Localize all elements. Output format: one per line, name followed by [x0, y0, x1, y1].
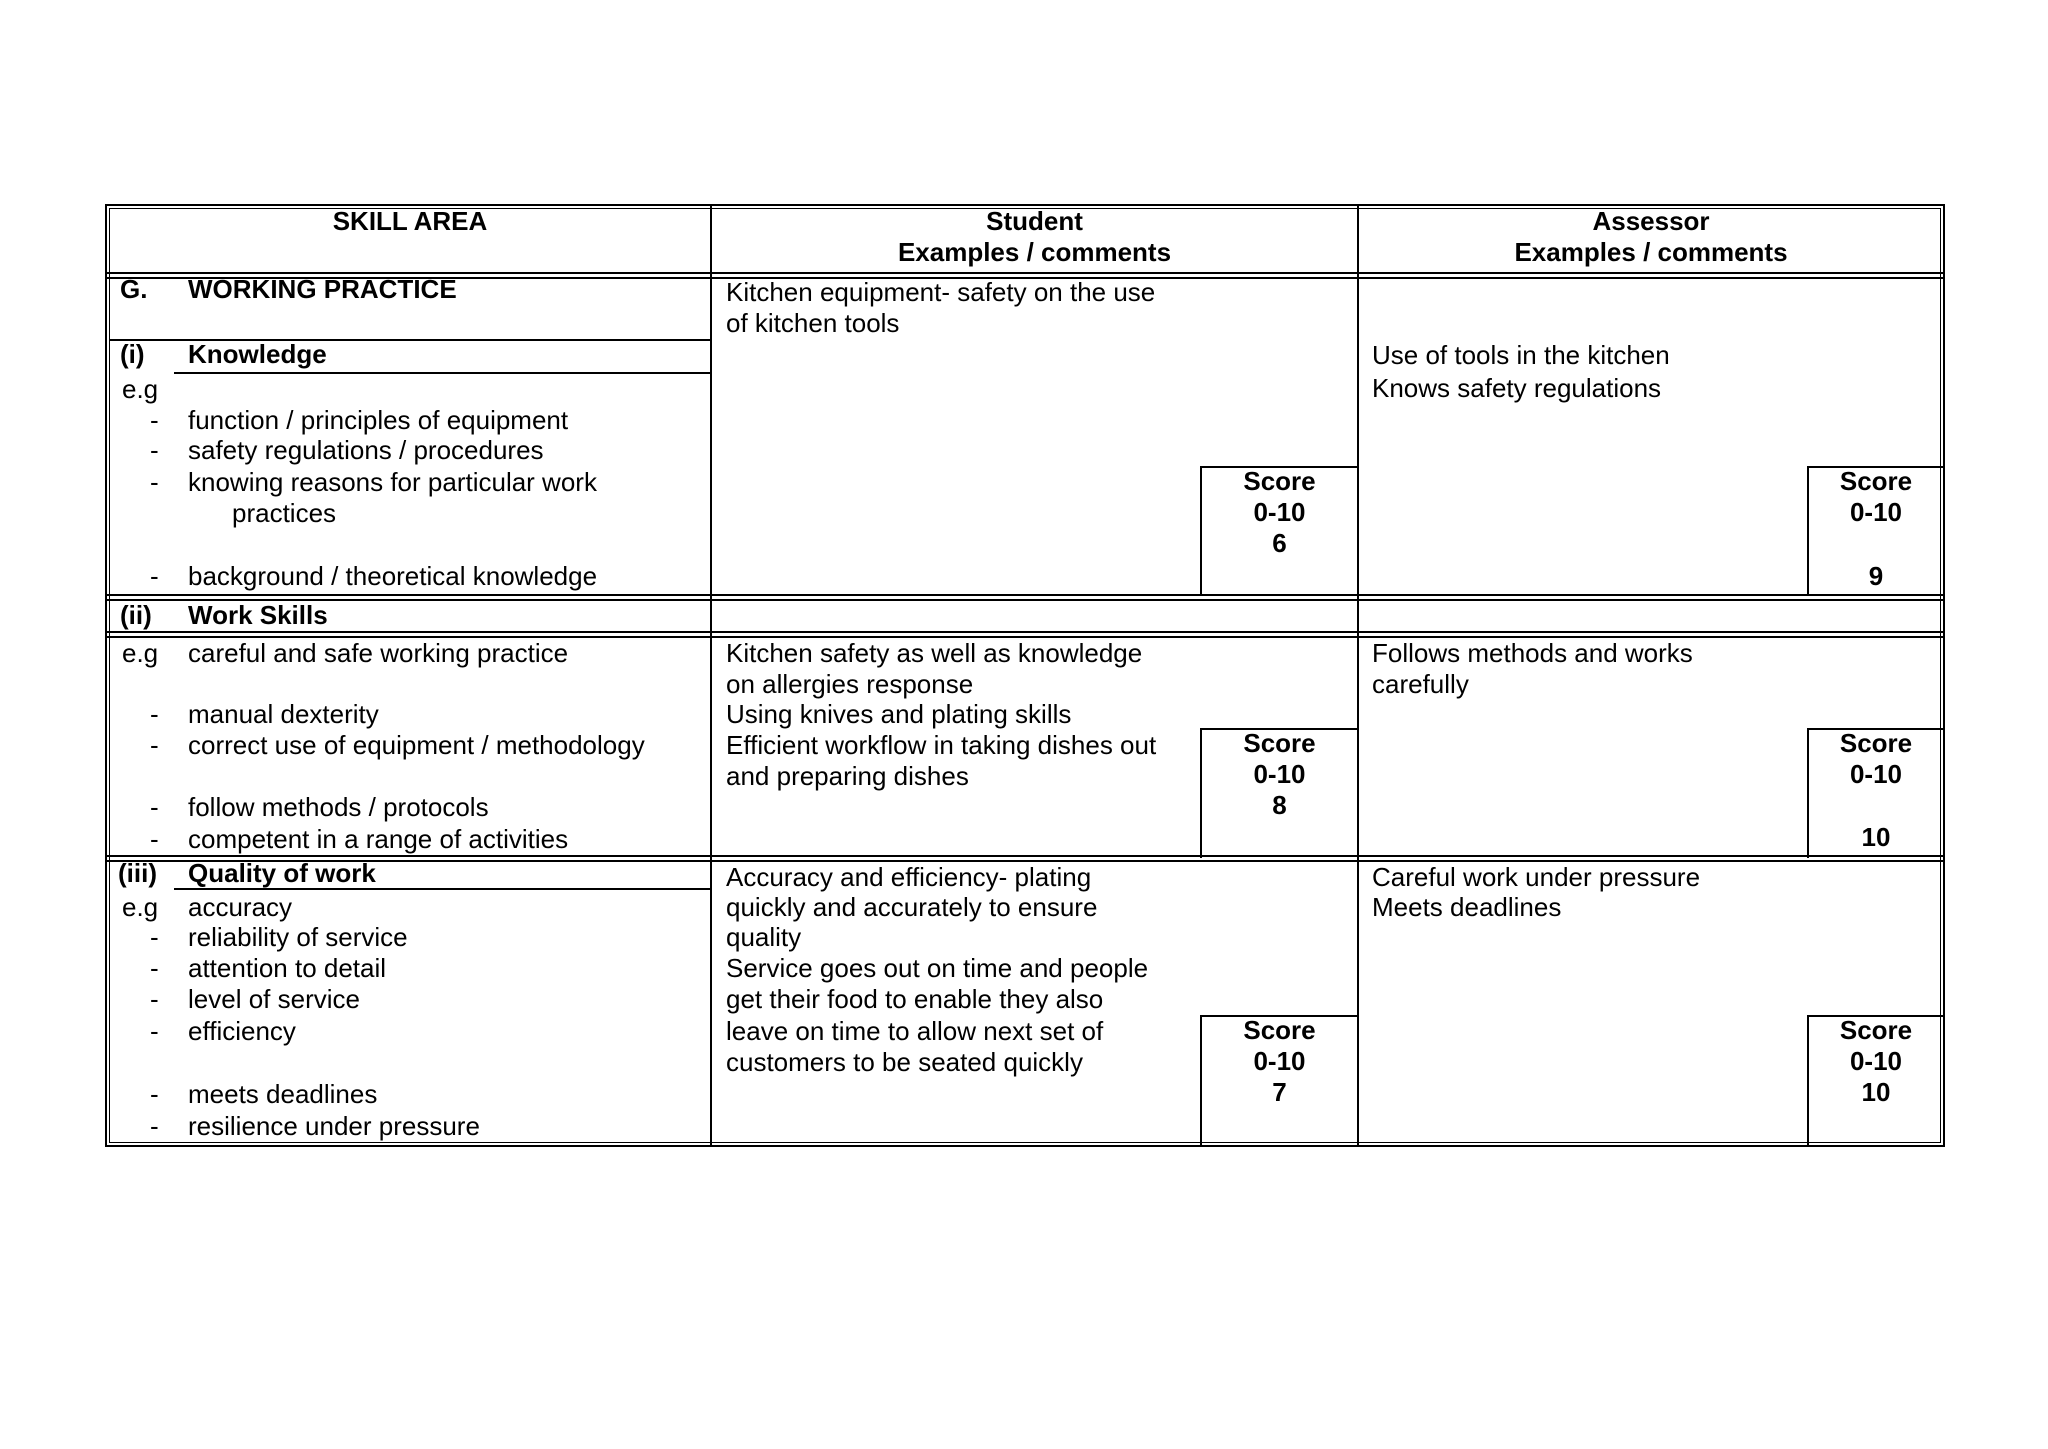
- assessor-comment-line: Meets deadlines: [1372, 892, 1562, 922]
- list-item: resilience under pressure: [188, 1111, 480, 1141]
- row-separator: [105, 631, 1945, 633]
- assessor-comment-line: Careful work under pressure: [1372, 862, 1701, 892]
- score-label: Score: [1243, 466, 1316, 496]
- bullet-dash: -: [150, 730, 159, 760]
- list-item: safety regulations / procedures: [188, 435, 544, 465]
- score-label: Score: [1839, 1015, 1913, 1045]
- bullet-dash: -: [150, 405, 159, 435]
- col-divider-1: [710, 206, 712, 1145]
- assessor-score-value: 9: [1868, 561, 1884, 591]
- assessor-header-title: Assessor: [1592, 206, 1710, 236]
- list-item: careful and safe working practice: [188, 638, 569, 668]
- bullet-dash: -: [150, 1016, 159, 1046]
- assessor-comment-line: Knows safety regulations: [1372, 373, 1662, 403]
- student-comment-line: get their food to enable they also: [726, 984, 1104, 1014]
- col-divider-2: [1357, 206, 1359, 1145]
- bullet-dash: -: [150, 792, 159, 822]
- bullet-dash: -: [150, 561, 159, 591]
- score-label: Score: [1243, 728, 1316, 758]
- student-comment-line: on allergies response: [726, 669, 974, 699]
- bullet-dash: -: [150, 467, 159, 497]
- bullet-dash: -: [150, 953, 159, 983]
- list-item: correct use of equipment / methodology: [188, 730, 645, 760]
- assessor-score-value: 10: [1861, 822, 1891, 852]
- list-item: knowing reasons for particular work: [188, 467, 597, 497]
- score-label: Score: [1839, 466, 1913, 496]
- student-comment-line: and preparing dishes: [726, 761, 969, 791]
- list-item: competent in a range of activities: [188, 824, 569, 854]
- student-comment-line: quality: [726, 922, 802, 952]
- assessor-header-subtitle: Examples / comments: [1514, 237, 1788, 267]
- student-comment-line: Kitchen safety as well as knowledge: [726, 638, 1143, 668]
- bullet-dash: -: [150, 699, 159, 729]
- knowledge-title: Knowledge: [188, 339, 327, 369]
- eg-label: e.g: [122, 892, 159, 922]
- assessor-comment-line: Follows methods and works: [1372, 638, 1693, 668]
- student-score-value: 8: [1272, 790, 1287, 820]
- list-item: attention to detail: [188, 953, 387, 983]
- student-header-title: Student: [986, 206, 1083, 236]
- eg-label: e.g: [122, 638, 159, 668]
- list-item: accuracy: [188, 892, 293, 922]
- student-comment-line: Service goes out on time and people: [726, 953, 1149, 983]
- score-range: 0-10: [1849, 1046, 1903, 1076]
- skill-area-header: SKILL AREA: [332, 206, 488, 236]
- bullet-dash: -: [150, 922, 159, 952]
- student-comment-line: Kitchen equipment- safety on the use: [726, 277, 1156, 307]
- student-comment-line: of kitchen tools: [726, 308, 900, 338]
- list-item: manual dexterity: [188, 699, 379, 729]
- knowledge-underline: [174, 372, 710, 374]
- list-item: practices: [232, 498, 337, 528]
- student-comment-line: Using knives and plating skills: [726, 699, 1072, 729]
- score-range: 0-10: [1849, 759, 1903, 789]
- section-letter: G.: [120, 274, 148, 304]
- list-item: reliability of service: [188, 922, 408, 952]
- student-score-value: 6: [1272, 528, 1287, 558]
- list-item: level of service: [188, 984, 360, 1014]
- score-range: 0-10: [1253, 497, 1306, 527]
- assessor-score-value: 10: [1861, 1077, 1891, 1107]
- eg-label: e.g: [122, 374, 159, 404]
- work-skills-num: (ii): [120, 600, 152, 630]
- assessor-comment-line: Use of tools in the kitchen: [1372, 340, 1670, 370]
- quality-num: (iii): [118, 858, 157, 888]
- bullet-dash: -: [150, 984, 159, 1014]
- list-item: background / theoretical knowledge: [188, 561, 598, 591]
- list-item: follow methods / protocols: [188, 792, 489, 822]
- list-item: efficiency: [188, 1016, 296, 1046]
- row-separator: [105, 855, 1945, 857]
- row-separator: [105, 599, 1945, 601]
- student-score-value: 7: [1272, 1077, 1287, 1107]
- bullet-dash: -: [150, 1111, 159, 1141]
- list-item: function / principles of equipment: [188, 405, 569, 435]
- score-range: 0-10: [1253, 1046, 1306, 1076]
- score-range: 0-10: [1253, 759, 1306, 789]
- student-comment-line: quickly and accurately to ensure: [726, 892, 1098, 922]
- list-item: meets deadlines: [188, 1079, 378, 1109]
- student-header-subtitle: Examples / comments: [897, 237, 1172, 267]
- assessor-comment-line: carefully: [1372, 669, 1469, 699]
- student-comment-line: customers to be seated quickly: [726, 1047, 1083, 1077]
- knowledge-num: (i): [120, 339, 145, 369]
- row-separator: [105, 594, 1945, 596]
- student-comment-line: Efficient workflow in taking dishes out: [726, 730, 1157, 760]
- score-label: Score: [1243, 1015, 1316, 1045]
- student-comment-line: leave on time to allow next set of: [726, 1016, 1104, 1046]
- bullet-dash: -: [150, 824, 159, 854]
- work-skills-title: Work Skills: [188, 600, 328, 630]
- bullet-dash: -: [150, 435, 159, 465]
- student-comment-line: Accuracy and efficiency- plating: [726, 862, 1092, 892]
- quality-title: Quality of work: [188, 858, 376, 888]
- section-title: WORKING PRACTICE: [188, 274, 457, 304]
- score-range: 0-10: [1849, 497, 1903, 527]
- bullet-dash: -: [150, 1079, 159, 1109]
- score-label: Score: [1839, 728, 1913, 758]
